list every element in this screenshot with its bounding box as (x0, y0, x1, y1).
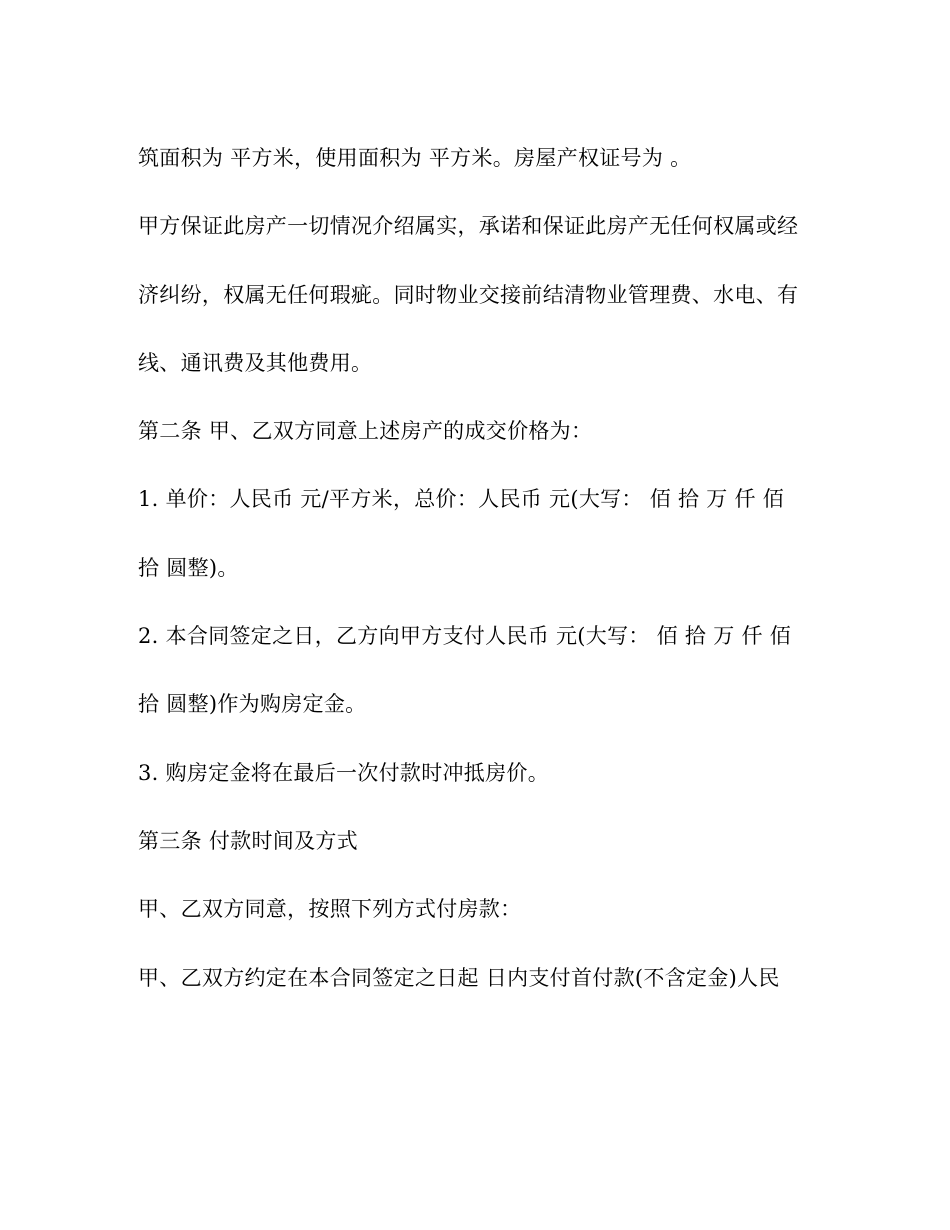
list-item: 1. 单价：人民币 元/平方米，总价：人民币 元(大写： 佰 拾 万 仟 佰 (138, 487, 785, 512)
article-heading: 第二条 甲、乙双方同意上述房产的成交价格为： (138, 419, 593, 444)
paragraph-line: 甲、乙双方约定在本合同签定之日起 日内支付首付款(不含定金)人民 (138, 965, 780, 990)
paragraph-line: 甲、乙双方同意，按照下列方式付房款： (138, 897, 522, 922)
article-heading: 第三条 付款时间及方式 (138, 828, 358, 853)
paragraph-line: 线、通讯费及其他费用。 (138, 350, 373, 375)
paragraph-line: 甲方保证此房产一切情况介绍属实，承诺和保证此房产无任何权属或经 (138, 214, 799, 239)
contract-text-body (138, 138, 828, 1026)
paragraph-line: 筑面积为 平方米，使用面积为 平方米。房屋产权证号为 。 (138, 146, 692, 170)
paragraph-line: 济纠纷，权属无任何瑕疵。同时物业交接前结清物业管理费、水电、有 (138, 282, 799, 307)
list-item: 2. 本合同签定之日，乙方向甲方支付人民币 元(大写： 佰 拾 万 仟 佰 (138, 624, 792, 649)
paragraph-line: 拾 圆整)。 (138, 555, 239, 580)
paragraph-line: 拾 圆整)作为购房定金。 (138, 692, 367, 717)
list-item: 3. 购房定金将在最后一次付款时冲抵房价。 (138, 760, 550, 785)
